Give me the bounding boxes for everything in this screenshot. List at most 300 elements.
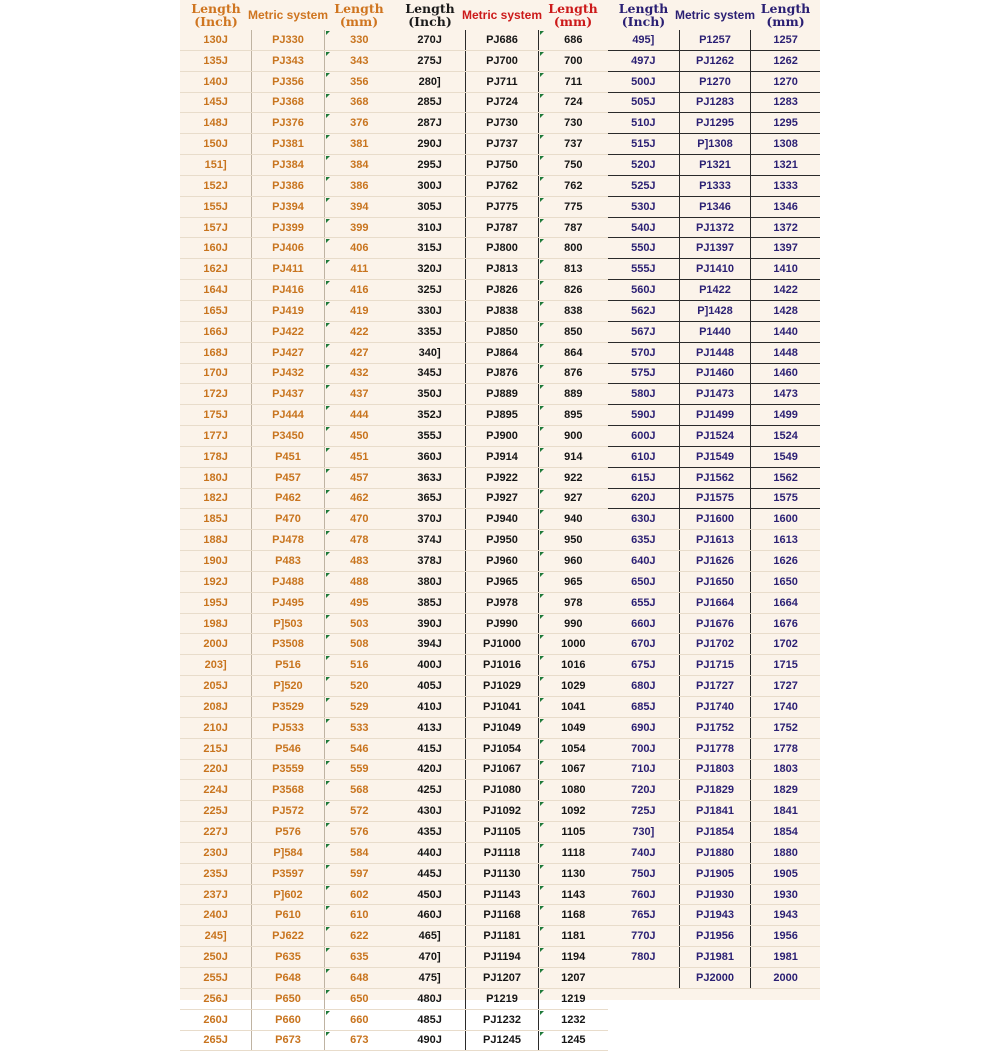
cell-metric-system[interactable]: PJ1410: [679, 259, 751, 279]
cell-length-mm[interactable]: 462: [324, 489, 394, 509]
cell-length-inch[interactable]: 164J: [180, 280, 251, 300]
cell-length-mm[interactable]: 775: [539, 197, 608, 217]
cell-length-inch[interactable]: 405J: [394, 676, 466, 696]
cell-length-inch[interactable]: 240J: [180, 905, 251, 925]
cell-metric-system[interactable]: PJ1829: [679, 780, 751, 800]
cell-length-mm[interactable]: 1600: [750, 509, 820, 529]
cell-length-mm[interactable]: 838: [539, 301, 608, 321]
cell-length-mm[interactable]: 457: [324, 468, 394, 488]
cell-metric-system[interactable]: P576: [251, 822, 323, 842]
cell-length-inch[interactable]: 550J: [608, 238, 679, 258]
cell-length-mm[interactable]: 1460: [750, 364, 820, 384]
cell-metric-system[interactable]: PJ922: [466, 468, 538, 488]
cell-length-inch[interactable]: 640J: [608, 551, 679, 571]
cell-length-inch[interactable]: 205J: [180, 676, 251, 696]
cell-length-inch[interactable]: 178J: [180, 447, 251, 467]
cell-metric-system[interactable]: PJ1397: [679, 238, 751, 258]
cell-metric-system[interactable]: PJ432: [251, 364, 323, 384]
cell-length-inch[interactable]: 485J: [394, 1010, 466, 1030]
cell-metric-system[interactable]: P457: [251, 468, 323, 488]
cell-length-inch[interactable]: 510J: [608, 113, 679, 133]
cell-length-inch[interactable]: 166J: [180, 322, 251, 342]
cell-length-mm[interactable]: 1143: [539, 885, 608, 905]
cell-length-mm[interactable]: 1752: [750, 718, 820, 738]
cell-length-mm[interactable]: 1422: [750, 280, 820, 300]
cell-metric-system[interactable]: P]584: [251, 843, 323, 863]
cell-metric-system[interactable]: PJ711: [466, 72, 538, 92]
cell-metric-system[interactable]: PJ416: [251, 280, 323, 300]
cell-length-mm[interactable]: 927: [539, 489, 608, 509]
cell-metric-system[interactable]: P650: [251, 989, 323, 1009]
cell-length-inch[interactable]: 710J: [608, 760, 679, 780]
cell-length-mm[interactable]: 686: [539, 30, 608, 50]
cell-length-mm[interactable]: 1219: [539, 989, 608, 1009]
cell-length-inch[interactable]: 525J: [608, 176, 679, 196]
cell-length-inch[interactable]: 192J: [180, 572, 251, 592]
cell-length-inch[interactable]: 365J: [394, 489, 466, 509]
cell-length-inch[interactable]: 700J: [608, 739, 679, 759]
cell-length-mm[interactable]: 1232: [539, 1010, 608, 1030]
cell-length-inch[interactable]: 330J: [394, 301, 466, 321]
cell-metric-system[interactable]: P546: [251, 739, 323, 759]
cell-length-inch[interactable]: 765J: [608, 905, 679, 925]
cell-length-mm[interactable]: 850: [539, 322, 608, 342]
cell-length-mm[interactable]: 1130: [539, 864, 608, 884]
cell-length-mm[interactable]: 1549: [750, 447, 820, 467]
cell-metric-system[interactable]: PJ330: [251, 30, 323, 50]
cell-length-inch[interactable]: 370J: [394, 509, 466, 529]
cell-length-inch[interactable]: 300J: [394, 176, 466, 196]
cell-metric-system[interactable]: PJ394: [251, 197, 323, 217]
cell-length-inch[interactable]: 195J: [180, 593, 251, 613]
cell-metric-system[interactable]: PJ1105: [466, 822, 538, 842]
cell-length-mm[interactable]: 1041: [539, 697, 608, 717]
cell-length-mm[interactable]: 450: [324, 426, 394, 446]
cell-length-mm[interactable]: 368: [324, 93, 394, 113]
cell-metric-system[interactable]: PJ406: [251, 238, 323, 258]
cell-length-mm[interactable]: 1499: [750, 405, 820, 425]
cell-length-mm[interactable]: 700: [539, 51, 608, 71]
cell-metric-system[interactable]: P]1428: [679, 301, 751, 321]
cell-metric-system[interactable]: P451: [251, 447, 323, 467]
cell-length-inch[interactable]: 750J: [608, 864, 679, 884]
cell-length-inch[interactable]: 430J: [394, 801, 466, 821]
cell-length-inch[interactable]: 680J: [608, 676, 679, 696]
cell-metric-system[interactable]: PJ960: [466, 551, 538, 571]
cell-metric-system[interactable]: P1333: [679, 176, 751, 196]
cell-length-inch[interactable]: 165J: [180, 301, 251, 321]
cell-metric-system[interactable]: PJ495: [251, 593, 323, 613]
cell-metric-system[interactable]: P3529: [251, 697, 323, 717]
cell-metric-system[interactable]: PJ422: [251, 322, 323, 342]
cell-length-mm[interactable]: 1905: [750, 864, 820, 884]
cell-length-inch[interactable]: 390J: [394, 614, 466, 634]
cell-length-mm[interactable]: 1245: [539, 1031, 608, 1051]
cell-length-mm[interactable]: 762: [539, 176, 608, 196]
cell-metric-system[interactable]: PJ488: [251, 572, 323, 592]
cell-metric-system[interactable]: P3508: [251, 634, 323, 654]
cell-length-inch[interactable]: 420J: [394, 760, 466, 780]
cell-length-mm[interactable]: 1664: [750, 593, 820, 613]
cell-length-mm[interactable]: 1943: [750, 905, 820, 925]
cell-length-mm[interactable]: 597: [324, 864, 394, 884]
cell-length-inch[interactable]: 225J: [180, 801, 251, 821]
cell-metric-system[interactable]: PJ1499: [679, 405, 751, 425]
cell-length-inch[interactable]: 210J: [180, 718, 251, 738]
cell-length-inch[interactable]: 520J: [608, 155, 679, 175]
cell-metric-system[interactable]: PJ813: [466, 259, 538, 279]
cell-metric-system[interactable]: PJ533: [251, 718, 323, 738]
cell-length-mm[interactable]: 1727: [750, 676, 820, 696]
cell-length-mm[interactable]: 1841: [750, 801, 820, 821]
cell-length-mm[interactable]: 1080: [539, 780, 608, 800]
cell-length-inch[interactable]: 385J: [394, 593, 466, 613]
cell-length-inch[interactable]: 360J: [394, 447, 466, 467]
cell-length-mm[interactable]: 990: [539, 614, 608, 634]
cell-metric-system[interactable]: PJ2000: [679, 968, 751, 988]
cell-length-mm[interactable]: 1562: [750, 468, 820, 488]
cell-length-inch[interactable]: 730]: [608, 822, 679, 842]
cell-metric-system[interactable]: PJ940: [466, 509, 538, 529]
cell-length-inch[interactable]: 172J: [180, 384, 251, 404]
cell-length-mm[interactable]: 432: [324, 364, 394, 384]
cell-length-mm[interactable]: 533: [324, 718, 394, 738]
cell-length-mm[interactable]: 356: [324, 72, 394, 92]
cell-metric-system[interactable]: PJ343: [251, 51, 323, 71]
cell-length-mm[interactable]: 451: [324, 447, 394, 467]
cell-length-mm[interactable]: 1067: [539, 760, 608, 780]
cell-length-inch[interactable]: 567J: [608, 322, 679, 342]
cell-length-inch[interactable]: 500J: [608, 72, 679, 92]
cell-length-inch[interactable]: 190J: [180, 551, 251, 571]
cell-length-inch[interactable]: 660J: [608, 614, 679, 634]
cell-length-inch[interactable]: 355J: [394, 426, 466, 446]
cell-length-mm[interactable]: 1054: [539, 739, 608, 759]
cell-length-inch[interactable]: 215J: [180, 739, 251, 759]
cell-metric-system[interactable]: PJ419: [251, 301, 323, 321]
cell-length-mm[interactable]: 1473: [750, 384, 820, 404]
cell-metric-system[interactable]: PJ787: [466, 218, 538, 238]
cell-length-inch[interactable]: 157J: [180, 218, 251, 238]
cell-length-mm[interactable]: 508: [324, 634, 394, 654]
cell-length-mm[interactable]: 520: [324, 676, 394, 696]
cell-metric-system[interactable]: PJ1905: [679, 864, 751, 884]
cell-metric-system[interactable]: P3597: [251, 864, 323, 884]
cell-metric-system[interactable]: PJ1880: [679, 843, 751, 863]
cell-metric-system[interactable]: PJ1080: [466, 780, 538, 800]
cell-metric-system[interactable]: PJ1702: [679, 634, 751, 654]
cell-length-mm[interactable]: 488: [324, 572, 394, 592]
cell-length-inch[interactable]: 152J: [180, 176, 251, 196]
cell-length-mm[interactable]: 940: [539, 509, 608, 529]
cell-metric-system[interactable]: PJ1473: [679, 384, 751, 404]
cell-length-inch[interactable]: 180J: [180, 468, 251, 488]
cell-metric-system[interactable]: PJ1130: [466, 864, 538, 884]
cell-length-mm[interactable]: 1257: [750, 30, 820, 50]
cell-length-mm[interactable]: 1448: [750, 343, 820, 363]
cell-metric-system[interactable]: PJ384: [251, 155, 323, 175]
cell-length-mm[interactable]: 1981: [750, 947, 820, 967]
cell-length-mm[interactable]: 787: [539, 218, 608, 238]
cell-metric-system[interactable]: PJ1626: [679, 551, 751, 571]
cell-metric-system[interactable]: PJ1372: [679, 218, 751, 238]
cell-length-mm[interactable]: 914: [539, 447, 608, 467]
cell-metric-system[interactable]: P1422: [679, 280, 751, 300]
cell-length-mm[interactable]: 1829: [750, 780, 820, 800]
cell-metric-system[interactable]: P1321: [679, 155, 751, 175]
cell-length-mm[interactable]: 343: [324, 51, 394, 71]
cell-length-mm[interactable]: 922: [539, 468, 608, 488]
cell-metric-system[interactable]: PJ1295: [679, 113, 751, 133]
cell-length-inch[interactable]: 135J: [180, 51, 251, 71]
cell-length-inch[interactable]: 725J: [608, 801, 679, 821]
cell-length-inch[interactable]: 690J: [608, 718, 679, 738]
cell-metric-system[interactable]: P673: [251, 1031, 323, 1051]
cell-metric-system[interactable]: PJ978: [466, 593, 538, 613]
cell-length-inch[interactable]: 175J: [180, 405, 251, 425]
cell-metric-system[interactable]: PJ737: [466, 134, 538, 154]
cell-length-inch[interactable]: 315J: [394, 238, 466, 258]
cell-length-inch[interactable]: 720J: [608, 780, 679, 800]
cell-length-mm[interactable]: 1092: [539, 801, 608, 821]
cell-length-inch[interactable]: 570J: [608, 343, 679, 363]
cell-length-inch[interactable]: 245]: [180, 926, 251, 946]
cell-length-inch[interactable]: 635J: [608, 530, 679, 550]
cell-metric-system[interactable]: P648: [251, 968, 323, 988]
cell-length-inch[interactable]: 256J: [180, 989, 251, 1009]
cell-length-mm[interactable]: 1118: [539, 843, 608, 863]
cell-length-inch[interactable]: 265J: [180, 1031, 251, 1051]
cell-metric-system[interactable]: PJ1956: [679, 926, 751, 946]
cell-length-mm[interactable]: 584: [324, 843, 394, 863]
cell-length-inch[interactable]: 203]: [180, 655, 251, 675]
cell-length-inch[interactable]: 515J: [608, 134, 679, 154]
cell-metric-system[interactable]: P660: [251, 1010, 323, 1030]
cell-length-mm[interactable]: 1262: [750, 51, 820, 71]
cell-metric-system[interactable]: PJ386: [251, 176, 323, 196]
cell-length-inch[interactable]: 450J: [394, 885, 466, 905]
cell-length-inch[interactable]: 555J: [608, 259, 679, 279]
cell-metric-system[interactable]: PJ730: [466, 113, 538, 133]
cell-metric-system[interactable]: PJ864: [466, 343, 538, 363]
cell-length-inch[interactable]: 465]: [394, 926, 466, 946]
cell-length-mm[interactable]: 1428: [750, 301, 820, 321]
cell-length-inch[interactable]: 177J: [180, 426, 251, 446]
cell-metric-system[interactable]: PJ990: [466, 614, 538, 634]
cell-length-inch[interactable]: 200J: [180, 634, 251, 654]
cell-length-inch[interactable]: 340]: [394, 343, 466, 363]
cell-length-mm[interactable]: 1346: [750, 197, 820, 217]
cell-length-inch[interactable]: 270J: [394, 30, 466, 50]
cell-metric-system[interactable]: PJ1803: [679, 760, 751, 780]
cell-length-inch[interactable]: 400J: [394, 655, 466, 675]
cell-metric-system[interactable]: PJ1194: [466, 947, 538, 967]
cell-length-inch[interactable]: 335J: [394, 322, 466, 342]
cell-length-inch[interactable]: 435J: [394, 822, 466, 842]
cell-length-inch[interactable]: 150J: [180, 134, 251, 154]
cell-length-inch[interactable]: 650J: [608, 572, 679, 592]
cell-length-mm[interactable]: 516: [324, 655, 394, 675]
cell-metric-system[interactable]: PJ411: [251, 259, 323, 279]
cell-length-mm[interactable]: 1321: [750, 155, 820, 175]
cell-length-mm[interactable]: 576: [324, 822, 394, 842]
cell-length-inch[interactable]: 610J: [608, 447, 679, 467]
cell-length-mm[interactable]: 1105: [539, 822, 608, 842]
cell-length-mm[interactable]: 381: [324, 134, 394, 154]
cell-length-mm[interactable]: 483: [324, 551, 394, 571]
cell-length-mm[interactable]: 826: [539, 280, 608, 300]
cell-length-inch[interactable]: 151]: [180, 155, 251, 175]
cell-length-inch[interactable]: 560J: [608, 280, 679, 300]
cell-metric-system[interactable]: PJ1930: [679, 885, 751, 905]
cell-length-mm[interactable]: 376: [324, 113, 394, 133]
cell-length-inch[interactable]: 230J: [180, 843, 251, 863]
cell-length-inch[interactable]: 394J: [394, 634, 466, 654]
cell-metric-system[interactable]: P]520: [251, 676, 323, 696]
cell-metric-system[interactable]: PJ1049: [466, 718, 538, 738]
cell-length-mm[interactable]: 478: [324, 530, 394, 550]
cell-length-inch[interactable]: 562J: [608, 301, 679, 321]
cell-length-inch[interactable]: 505J: [608, 93, 679, 113]
cell-length-inch[interactable]: 575J: [608, 364, 679, 384]
cell-length-inch[interactable]: 280]: [394, 72, 466, 92]
cell-length-inch[interactable]: 155J: [180, 197, 251, 217]
cell-metric-system[interactable]: PJ1664: [679, 593, 751, 613]
cell-length-mm[interactable]: 1308: [750, 134, 820, 154]
cell-length-inch[interactable]: 220J: [180, 760, 251, 780]
cell-metric-system[interactable]: PJ724: [466, 93, 538, 113]
cell-length-inch[interactable]: 363J: [394, 468, 466, 488]
cell-length-inch[interactable]: 425J: [394, 780, 466, 800]
cell-metric-system[interactable]: PJ1752: [679, 718, 751, 738]
cell-metric-system[interactable]: PJ1778: [679, 739, 751, 759]
cell-length-inch[interactable]: 350J: [394, 384, 466, 404]
cell-length-inch[interactable]: 148J: [180, 113, 251, 133]
cell-metric-system[interactable]: PJ914: [466, 447, 538, 467]
cell-length-mm[interactable]: 1016: [539, 655, 608, 675]
cell-length-inch[interactable]: 470]: [394, 947, 466, 967]
cell-length-inch[interactable]: 600J: [608, 426, 679, 446]
cell-length-mm[interactable]: 1715: [750, 655, 820, 675]
cell-metric-system[interactable]: PJ826: [466, 280, 538, 300]
cell-length-inch[interactable]: 227J: [180, 822, 251, 842]
cell-length-mm[interactable]: 1880: [750, 843, 820, 863]
cell-metric-system[interactable]: PJ850: [466, 322, 538, 342]
cell-length-mm[interactable]: 427: [324, 343, 394, 363]
cell-metric-system[interactable]: PJ1016: [466, 655, 538, 675]
cell-length-inch[interactable]: 410J: [394, 697, 466, 717]
cell-length-mm[interactable]: 730: [539, 113, 608, 133]
cell-length-mm[interactable]: 1372: [750, 218, 820, 238]
cell-metric-system[interactable]: P1270: [679, 72, 751, 92]
cell-length-mm[interactable]: 1168: [539, 905, 608, 925]
cell-metric-system[interactable]: P516: [251, 655, 323, 675]
cell-length-mm[interactable]: 386: [324, 176, 394, 196]
cell-length-inch[interactable]: 185J: [180, 509, 251, 529]
cell-metric-system[interactable]: PJ1000: [466, 634, 538, 654]
cell-length-inch[interactable]: 235J: [180, 864, 251, 884]
cell-length-inch[interactable]: 675J: [608, 655, 679, 675]
cell-length-inch[interactable]: 615J: [608, 468, 679, 488]
cell-length-mm[interactable]: 419: [324, 301, 394, 321]
cell-length-mm[interactable]: 965: [539, 572, 608, 592]
cell-metric-system[interactable]: PJ1562: [679, 468, 751, 488]
cell-length-inch[interactable]: 460J: [394, 905, 466, 925]
cell-metric-system[interactable]: P470: [251, 509, 323, 529]
cell-length-mm[interactable]: 1049: [539, 718, 608, 738]
cell-length-inch[interactable]: 310J: [394, 218, 466, 238]
cell-length-mm[interactable]: 470: [324, 509, 394, 529]
cell-length-inch[interactable]: 170J: [180, 364, 251, 384]
cell-length-inch[interactable]: 160J: [180, 238, 251, 258]
cell-length-inch[interactable]: 475]: [394, 968, 466, 988]
cell-length-mm[interactable]: 1575: [750, 489, 820, 509]
cell-length-inch[interactable]: 780J: [608, 947, 679, 967]
cell-length-inch[interactable]: 480J: [394, 989, 466, 1009]
cell-metric-system[interactable]: PJ1245: [466, 1031, 538, 1051]
cell-length-inch[interactable]: 287J: [394, 113, 466, 133]
cell-length-mm[interactable]: 1702: [750, 634, 820, 654]
cell-length-inch[interactable]: 530J: [608, 197, 679, 217]
cell-metric-system[interactable]: P3559: [251, 760, 323, 780]
cell-metric-system[interactable]: PJ950: [466, 530, 538, 550]
cell-metric-system[interactable]: PJ700: [466, 51, 538, 71]
cell-metric-system[interactable]: PJ381: [251, 134, 323, 154]
cell-metric-system[interactable]: PJ1981: [679, 947, 751, 967]
cell-length-mm[interactable]: 1778: [750, 739, 820, 759]
cell-length-mm[interactable]: 813: [539, 259, 608, 279]
cell-length-mm[interactable]: 1181: [539, 926, 608, 946]
cell-metric-system[interactable]: PJ1092: [466, 801, 538, 821]
cell-length-mm[interactable]: 1956: [750, 926, 820, 946]
cell-length-mm[interactable]: 660: [324, 1010, 394, 1030]
cell-length-inch[interactable]: 770J: [608, 926, 679, 946]
cell-length-mm[interactable]: 1613: [750, 530, 820, 550]
cell-metric-system[interactable]: PJ1613: [679, 530, 751, 550]
cell-length-mm[interactable]: 1207: [539, 968, 608, 988]
cell-metric-system[interactable]: PJ427: [251, 343, 323, 363]
cell-length-mm[interactable]: 1930: [750, 885, 820, 905]
cell-length-inch[interactable]: 540J: [608, 218, 679, 238]
cell-length-mm[interactable]: 1333: [750, 176, 820, 196]
cell-metric-system[interactable]: P635: [251, 947, 323, 967]
cell-metric-system[interactable]: PJ478: [251, 530, 323, 550]
cell-length-inch[interactable]: 182J: [180, 489, 251, 509]
cell-length-inch[interactable]: 260J: [180, 1010, 251, 1030]
cell-metric-system[interactable]: PJ399: [251, 218, 323, 238]
cell-length-inch[interactable]: 413J: [394, 718, 466, 738]
cell-length-inch[interactable]: 345J: [394, 364, 466, 384]
cell-metric-system[interactable]: PJ444: [251, 405, 323, 425]
cell-length-mm[interactable]: 650: [324, 989, 394, 1009]
cell-metric-system[interactable]: PJ927: [466, 489, 538, 509]
cell-metric-system[interactable]: P483: [251, 551, 323, 571]
cell-metric-system[interactable]: PJ1283: [679, 93, 751, 113]
cell-length-mm[interactable]: 622: [324, 926, 394, 946]
cell-metric-system[interactable]: PJ376: [251, 113, 323, 133]
cell-length-inch[interactable]: 130J: [180, 30, 251, 50]
cell-length-mm[interactable]: 673: [324, 1031, 394, 1051]
cell-length-mm[interactable]: 737: [539, 134, 608, 154]
cell-metric-system[interactable]: P]602: [251, 885, 323, 905]
cell-length-mm[interactable]: 895: [539, 405, 608, 425]
cell-metric-system[interactable]: P462: [251, 489, 323, 509]
cell-metric-system[interactable]: PJ1118: [466, 843, 538, 863]
cell-length-inch[interactable]: 352J: [394, 405, 466, 425]
cell-length-mm[interactable]: 1194: [539, 947, 608, 967]
cell-metric-system[interactable]: PJ762: [466, 176, 538, 196]
cell-length-mm[interactable]: 444: [324, 405, 394, 425]
